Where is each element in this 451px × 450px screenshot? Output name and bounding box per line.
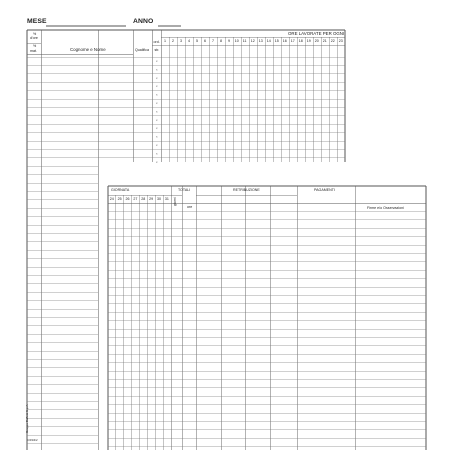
top-day-label: 5	[196, 38, 198, 43]
hours-worked-title: ORE LAVORATE PER OGNI	[288, 30, 345, 36]
top-day-label: 15	[274, 38, 279, 43]
top-day-label: 6	[204, 38, 206, 43]
top-day-label: 16	[282, 38, 287, 43]
top-day-label: 2	[172, 38, 174, 43]
role-row-markers	[156, 59, 158, 164]
row-marker: x	[156, 143, 158, 147]
top-day-label: 1	[164, 38, 166, 43]
ord-header: ord.	[153, 39, 160, 44]
form-code: C/03/4/2	[27, 438, 38, 442]
bottom-day-label: 27	[133, 196, 138, 201]
top-day-label: 20	[314, 38, 319, 43]
bottom-day-label: 26	[125, 196, 130, 201]
percent-ore-header-text: d'ore	[30, 36, 38, 40]
top-day-label: 7	[212, 38, 214, 43]
row-marker: x	[156, 101, 158, 105]
row-marker: x	[156, 84, 158, 89]
row-marker: x	[156, 67, 158, 72]
percent-mat-header-symbol: %	[33, 44, 37, 48]
giorni-header: giorni	[172, 197, 177, 206]
month-label: MESE	[27, 18, 47, 25]
top-day-label: 22	[330, 38, 335, 43]
bottom-day-label: 30	[156, 196, 161, 201]
top-day-label: 11	[242, 38, 247, 43]
retribuzione-header: RETRIBUZIONE	[233, 187, 260, 192]
totali-header: TOTALI	[178, 187, 191, 192]
top-day-label: 10	[234, 38, 239, 43]
role-column-header: Qualifica	[135, 47, 149, 52]
pagamenti-header: PAGAMENTI	[314, 187, 335, 192]
percent-mat-header-text: mat.	[30, 48, 37, 53]
top-day-label: 18	[298, 38, 303, 43]
percent-ore-header-symbol: %	[33, 31, 37, 36]
row-marker: x	[156, 75, 158, 80]
bottom-day-label: 29	[149, 196, 154, 201]
row-marker: x	[156, 151, 158, 156]
row-marker: x	[156, 59, 158, 63]
year-label: ANNO	[133, 18, 154, 25]
row-marker: x	[156, 126, 158, 131]
top-day-label: 13	[258, 38, 263, 43]
row-marker: x	[156, 109, 158, 114]
giornata-header: GIORNATA	[111, 187, 130, 192]
ore-header: ore	[187, 205, 193, 209]
top-day-label: 3	[180, 38, 182, 43]
top-day-label: 9	[228, 38, 230, 43]
top-day-label: 12	[250, 38, 255, 43]
row-marker: x	[156, 92, 158, 97]
row-marker: x	[156, 159, 158, 164]
row-marker: x	[156, 117, 158, 122]
top-day-label: 23	[338, 38, 343, 43]
top-day-label: 8	[220, 38, 222, 43]
str-header: str.	[154, 47, 160, 52]
top-day-label: 21	[322, 38, 327, 43]
firme-header: Firme e/o Osservazioni	[367, 206, 404, 210]
bottom-day-label: 24	[109, 196, 114, 201]
top-day-label: 4	[188, 38, 190, 43]
top-day-label: 17	[290, 38, 295, 43]
bottom-day-label: 25	[117, 196, 122, 201]
top-day-label: 14	[266, 38, 271, 43]
publisher-imprint: Gruppo Buffetti S.p.A.	[24, 403, 29, 433]
bottom-day-label: 28	[141, 196, 146, 201]
name-column-header: Cognome e Nome	[70, 47, 106, 52]
row-marker: x	[156, 134, 158, 139]
top-day-label: 19	[306, 38, 311, 43]
bottom-day-label: 31	[164, 196, 169, 201]
